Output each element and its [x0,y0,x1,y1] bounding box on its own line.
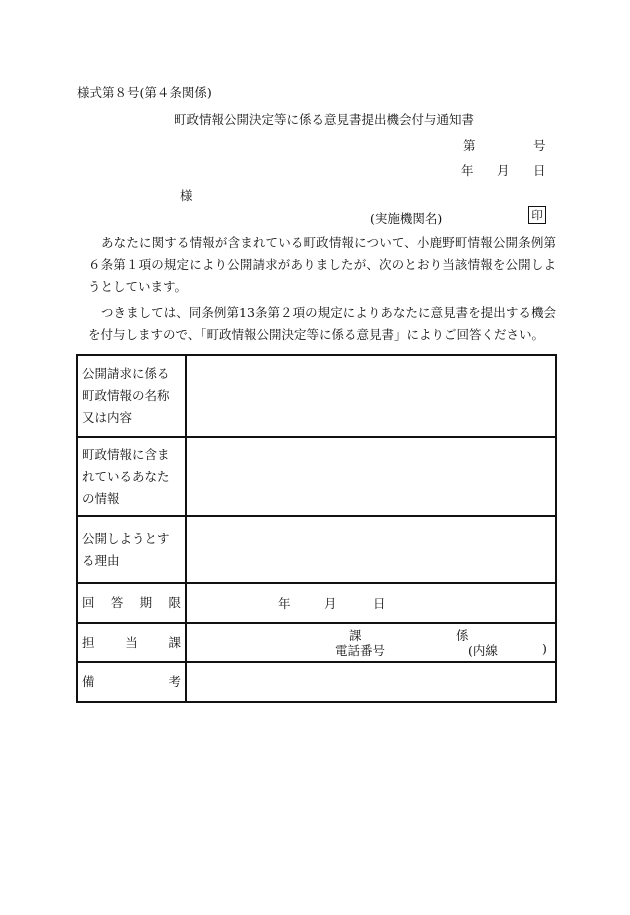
label-char: 答 [110,595,124,610]
row-value-your-info[interactable] [186,437,556,516]
row-label-deadline [77,583,186,623]
deadline-month: 月 [324,596,337,611]
row-value-department[interactable] [186,623,556,662]
label-char: 期 [139,595,153,610]
row-label-request-item: 公開請求に係る町政情報の名称又は内容 [77,355,186,437]
label-char: 回 [82,595,95,610]
body-paragraph-2: つきましては、同条例第13条第２項の規定によりあなたに意見書を提出する機会を付与しますので、「町政情報公開決定等に係る意見書」によりご回答ください。 [88,305,556,342]
table-row [77,355,556,437]
phone-label: 電話番号 [335,643,386,658]
date-day: 日 [533,163,546,178]
table-row [77,623,556,662]
department-ka: 課 [349,628,362,643]
row-label-your-info: 町政情報に含まれているあなたの情報 [77,437,186,516]
issuer-agency: (実施機関名) [370,211,443,226]
row-label-department [77,623,186,662]
label-char: 備 [82,674,95,689]
department-kakari: 係 [456,628,469,643]
table-row [77,437,556,516]
response-form-table [76,354,557,703]
recipient-honorific: 様 [180,188,193,203]
seal-stamp: 印 [528,206,546,224]
row-value-reason[interactable] [186,516,556,583]
date-month: 月 [497,163,510,178]
document-title: 町政情報公開決定等に係る意見書提出機会付与通知書 [174,112,475,127]
body-paragraph-1: あなたに関する情報が含まれている町政情報について、小鹿野町情報公開条例第６条第１項の規定により公開請求がありましたが、次のとおり当該情報を公開しようとしています。 [88,235,556,294]
deadline-year: 年 [278,596,291,611]
form-number: 様式第８号(第４条関係) [77,85,212,100]
label-char: 限 [168,595,181,610]
doc-number-prefix: 第 [463,138,476,153]
label-char: 課 [168,634,181,650]
date-year: 年 [461,163,474,178]
table-row [77,662,556,702]
table-row [77,516,556,583]
label-char: 当 [125,634,138,650]
deadline-day: 日 [373,596,386,611]
table-row [77,583,556,623]
row-label-remarks [77,662,186,702]
row-value-request-item[interactable] [186,355,556,437]
extension-close: ) [542,641,547,656]
row-label-reason: 公開しようとする理由 [77,516,186,583]
label-char: 担 [82,634,95,650]
doc-number-suffix: 号 [533,138,546,153]
row-value-remarks[interactable] [186,662,556,702]
extension-open: (内線 [468,643,498,658]
label-char: 考 [168,674,181,689]
row-value-deadline[interactable] [186,583,556,623]
